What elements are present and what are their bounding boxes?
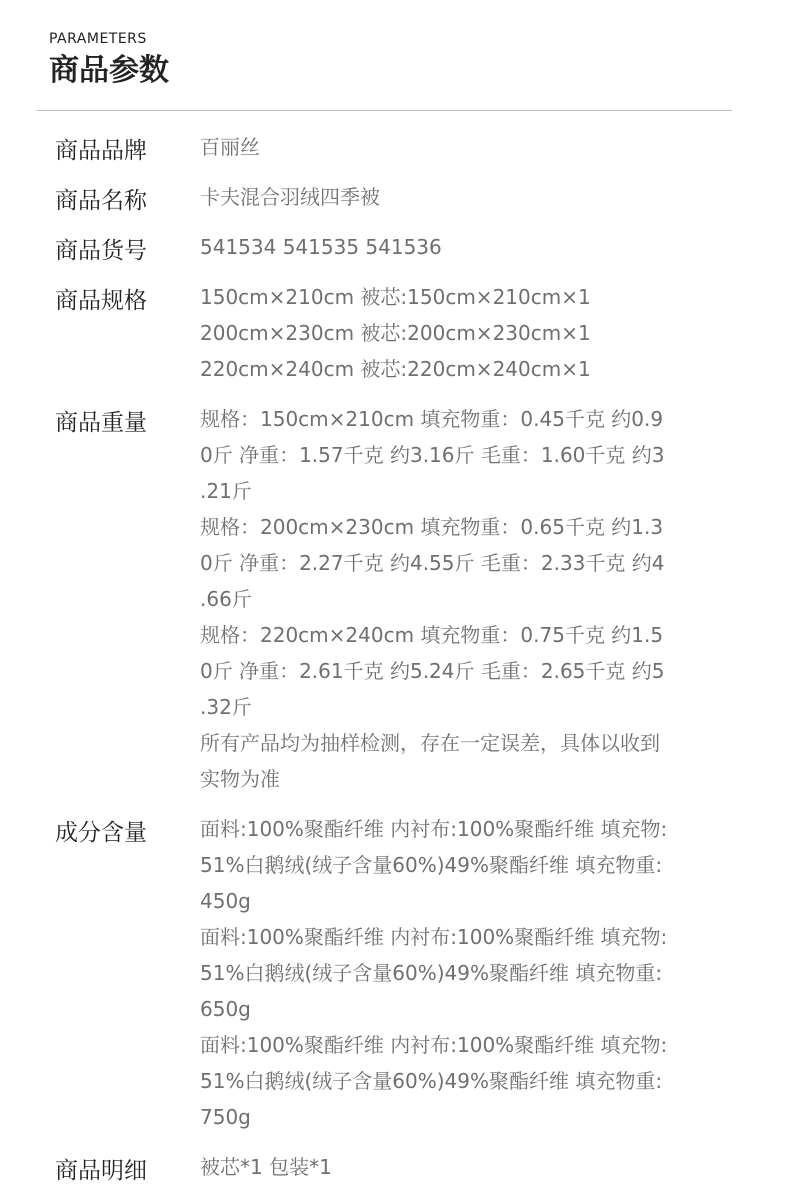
param-row <box>0 279 790 387</box>
param-value-line: 200cm×230cm 被芯:200cm×230cm×1 <box>200 321 591 345</box>
param-value-line: 0斤 净重：1.57千克 约3.16斤 毛重：1.60千克 约3 <box>200 443 665 467</box>
param-value-line: 51%白鹅绒(绒子含量60%)49%聚酯纤维 填充物重: <box>200 853 663 877</box>
param-label: 商品明细 <box>55 1158 147 1184</box>
param-value-line: 150cm×210cm 被芯:150cm×210cm×1 <box>200 285 591 309</box>
param-value-line: 面料:100%聚酯纤维 内衬布:100%聚酯纤维 填充物: <box>200 817 668 841</box>
param-value-line: 650g <box>200 997 251 1021</box>
param-value-line: 450g <box>200 889 251 913</box>
param-value <box>200 811 692 1135</box>
param-value-line: 实物为准 <box>200 767 280 791</box>
param-value <box>200 279 692 387</box>
page-header <box>49 30 169 89</box>
param-label: 成分含量 <box>55 820 147 846</box>
param-value-line: 规格：150cm×210cm 填充物重：0.45千克 约0.9 <box>200 407 664 431</box>
param-row <box>0 1149 790 1185</box>
param-value-line: .66斤 <box>200 587 252 611</box>
param-value-line: 被芯*1 包装*1 <box>200 1155 332 1179</box>
header-divider <box>37 110 732 111</box>
row-spacer <box>0 265 790 279</box>
param-value-line: .21斤 <box>200 479 252 503</box>
param-value-line: 0斤 净重：2.27千克 约4.55斤 毛重：2.33千克 约4 <box>200 551 665 575</box>
header-title-cn: 商品参数 <box>49 53 169 88</box>
header-title-en: PARAMETERS <box>49 31 147 47</box>
row-spacer <box>0 1135 790 1149</box>
param-row <box>0 179 790 215</box>
param-label: 商品品牌 <box>55 138 147 164</box>
row-spacer <box>0 215 790 229</box>
param-value-line: 面料:100%聚酯纤维 内衬布:100%聚酯纤维 填充物: <box>200 1033 668 1057</box>
param-label: 商品规格 <box>55 288 147 314</box>
param-value-line: 所有产品均为抽样检测，存在一定误差，具体以收到 <box>200 731 660 755</box>
param-row <box>0 129 790 165</box>
param-value-line: 220cm×240cm 被芯:220cm×240cm×1 <box>200 357 591 381</box>
row-spacer <box>0 387 790 401</box>
param-value-line: 51%白鹅绒(绒子含量60%)49%聚酯纤维 填充物重: <box>200 1069 663 1093</box>
row-spacer <box>0 165 790 179</box>
param-label: 商品名称 <box>55 188 147 214</box>
param-row <box>0 811 790 1135</box>
param-value <box>200 229 692 265</box>
param-value <box>200 179 692 215</box>
param-value-line: 面料:100%聚酯纤维 内衬布:100%聚酯纤维 填充物: <box>200 925 668 949</box>
param-value-line: 卡夫混合羽绒四季被 <box>200 185 380 209</box>
param-value <box>200 129 692 165</box>
parameter-list <box>0 129 790 1185</box>
param-value <box>200 1149 692 1185</box>
param-row <box>0 229 790 265</box>
param-label: 商品重量 <box>55 410 147 436</box>
param-value-line: 百丽丝 <box>200 135 260 159</box>
param-value-line: 750g <box>200 1105 251 1129</box>
param-value-line: 51%白鹅绒(绒子含量60%)49%聚酯纤维 填充物重: <box>200 961 663 985</box>
param-value-line: 规格：220cm×240cm 填充物重：0.75千克 约1.5 <box>200 623 664 647</box>
param-label: 商品货号 <box>55 238 147 264</box>
param-row <box>0 401 790 797</box>
param-value-line: 规格：200cm×230cm 填充物重：0.65千克 约1.3 <box>200 515 664 539</box>
param-value-line: .32斤 <box>200 695 252 719</box>
row-spacer <box>0 797 790 811</box>
param-value-line: 0斤 净重：2.61千克 约5.24斤 毛重：2.65千克 约5 <box>200 659 665 683</box>
param-value <box>200 401 692 797</box>
param-value-line: 541534 541535 541536 <box>200 235 442 259</box>
